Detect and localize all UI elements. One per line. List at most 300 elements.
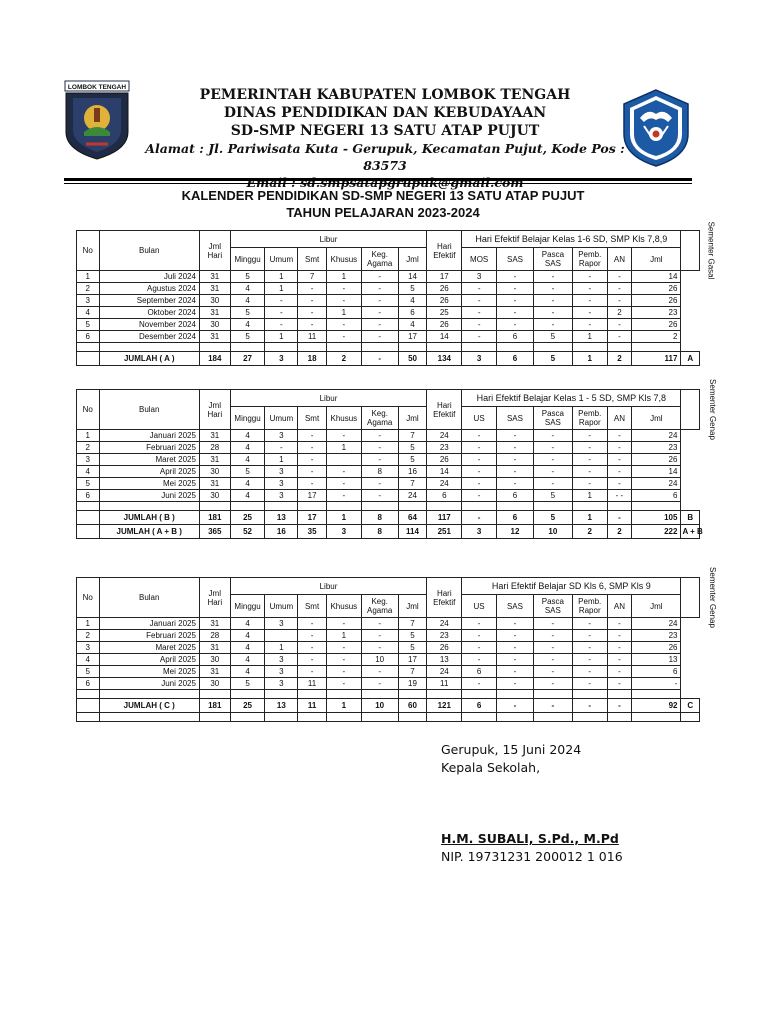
- cell-jml-efektif: 23: [632, 442, 681, 454]
- total-cell: 6: [497, 511, 534, 525]
- col-an: AN: [607, 248, 632, 271]
- signatory-block: [441, 830, 623, 866]
- place-date: Gerupuk, 15 Juni 2024: [441, 742, 582, 757]
- col-jml: Jml: [398, 595, 427, 618]
- cell-pasca-sas: -: [533, 654, 572, 666]
- cell-no: 5: [77, 319, 100, 331]
- cell-jml-hari: 31: [199, 478, 230, 490]
- cell-sas: -: [497, 283, 534, 295]
- cell-pemb-rapor: -: [572, 630, 607, 642]
- cell-keg-agama: 10: [361, 654, 398, 666]
- cell-khusus: 1: [326, 307, 361, 319]
- cell-minggu: 4: [230, 642, 265, 654]
- cell-khusus: -: [326, 295, 361, 307]
- cell-pemb-rapor: -: [572, 283, 607, 295]
- cell-minggu: 4: [230, 478, 265, 490]
- cell-bulan: Maret 2025: [99, 454, 199, 466]
- cell-umum: 3: [265, 678, 298, 690]
- cell-pemb-rapor: -: [572, 430, 607, 442]
- total-cell: 13: [265, 699, 298, 713]
- calendar-table-semester-genap-1: [76, 379, 718, 539]
- cell-no: 2: [77, 442, 100, 454]
- total-cell: 8: [361, 525, 398, 539]
- cell-keg-agama: -: [361, 319, 398, 331]
- cell-bulan: Februari 2025: [99, 630, 199, 642]
- cell-umum: -: [265, 442, 298, 454]
- cell-sas: -: [497, 666, 534, 678]
- cell-an: -: [607, 454, 632, 466]
- cell-pasca-sas: -: [533, 478, 572, 490]
- total-cell: 184: [199, 352, 230, 366]
- cell-smt: 11: [298, 331, 327, 343]
- total-cell: 134: [427, 352, 462, 366]
- cell-khusus: -: [326, 430, 361, 442]
- cell-jml-hari: 28: [199, 442, 230, 454]
- total-cell: 105: [632, 511, 681, 525]
- table-row: [77, 442, 700, 454]
- cell-no: 2: [77, 283, 100, 295]
- cell-bulan: Februari 2025: [99, 442, 199, 454]
- total-cell: 92: [632, 699, 681, 713]
- cell-smt: -: [298, 630, 327, 642]
- cell-minggu: 4: [230, 430, 265, 442]
- total-cell: 17: [298, 511, 327, 525]
- cell-an: -: [607, 618, 632, 630]
- col-keg-agama: Keg. Agama: [361, 407, 398, 430]
- cell-pasca-sas: -: [533, 666, 572, 678]
- total-cell: 181: [199, 511, 230, 525]
- cell-pemb-rapor: -: [572, 271, 607, 283]
- cell-pemb-rapor: -: [572, 319, 607, 331]
- total-cell: 10: [533, 525, 572, 539]
- total-cell: 10: [361, 699, 398, 713]
- total-cell: 16: [265, 525, 298, 539]
- semester-label: Sementer Genap: [681, 390, 700, 430]
- cell-jml-hari: 31: [199, 454, 230, 466]
- cell-umum: 1: [265, 642, 298, 654]
- cell-keg-agama: -: [361, 271, 398, 283]
- total-cell: 2: [607, 352, 632, 366]
- table-row: [77, 618, 700, 630]
- cell-pasca-sas: -: [533, 630, 572, 642]
- cell-smt: -: [298, 478, 327, 490]
- cell-khusus: 1: [326, 630, 361, 642]
- table-row: [77, 654, 700, 666]
- total-label: JUMLAH ( B ): [99, 511, 199, 525]
- col-effective-title: Hari Efektif Belajar SD Kls 6, SMP Kls 9: [462, 578, 681, 595]
- cell-umum: [265, 630, 298, 642]
- letterhead-line-3: SD-SMP NEGERI 13 SATU ATAP PUJUT: [230, 123, 540, 139]
- cell-bulan: Mei 2025: [99, 666, 199, 678]
- total-cell: 27: [230, 352, 265, 366]
- cell-jml-libur: 16: [398, 466, 427, 478]
- cell-col-11: -: [462, 442, 497, 454]
- cell-bulan: November 2024: [99, 319, 199, 331]
- table-row: [77, 490, 700, 502]
- cell-umum: 3: [265, 478, 298, 490]
- cell-no: 1: [77, 430, 100, 442]
- total-cell: 50: [398, 352, 427, 366]
- cell-jml-efektif: 14: [632, 466, 681, 478]
- cell-sas: -: [497, 430, 534, 442]
- cell-jml-libur: 4: [398, 319, 427, 331]
- signatory-position: Kepala Sekolah,: [441, 760, 541, 775]
- cell-no: 6: [77, 331, 100, 343]
- grand-total-row: [77, 525, 700, 539]
- col-effective-title: Hari Efektif Belajar Kelas 1 - 5 SD, SMP Kls 7,8: [462, 390, 681, 407]
- cell-jml-efektif: 26: [632, 283, 681, 295]
- cell-umum: 1: [265, 283, 298, 295]
- col-pasca-sas: Pasca SAS: [533, 595, 572, 618]
- cell-jml-efektif: 23: [632, 630, 681, 642]
- cell-col-11: -: [462, 283, 497, 295]
- total-cell: 12: [497, 525, 534, 539]
- cell-khusus: -: [326, 478, 361, 490]
- cell-khusus: -: [326, 490, 361, 502]
- table-row: [77, 666, 700, 678]
- table-row: [77, 295, 700, 307]
- title-line-2: TAHUN PELAJARAN 2023-2024: [286, 205, 480, 220]
- col-no: No: [77, 231, 100, 271]
- cell-hari-efektif: 24: [427, 618, 462, 630]
- cell-jml-efektif: 6: [632, 666, 681, 678]
- cell-jml-libur: 4: [398, 295, 427, 307]
- cell-jml-efektif: 26: [632, 319, 681, 331]
- cell-bulan: Juni 2025: [99, 490, 199, 502]
- total-row: [77, 511, 700, 525]
- letterhead-rule-thick: [64, 178, 692, 181]
- cell-jml-hari: 30: [199, 319, 230, 331]
- total-cell: 1: [326, 511, 361, 525]
- semester-label: Sementer Genap: [681, 578, 700, 618]
- cell-an: -: [607, 478, 632, 490]
- cell-pemb-rapor: -: [572, 478, 607, 490]
- cell-jml-hari: 31: [199, 666, 230, 678]
- col-jml-efektif: Jml: [632, 595, 681, 618]
- cell-col-11: -: [462, 678, 497, 690]
- cell-keg-agama: -: [361, 666, 398, 678]
- cell-col-11: -: [462, 307, 497, 319]
- total-cell: 222: [632, 525, 681, 539]
- col-hari-efektif: Hari Efektif: [427, 578, 462, 618]
- cell-jml-hari: 30: [199, 295, 230, 307]
- col-pemb-rapor: Pemb. Rapor: [572, 248, 607, 271]
- total-cell: 60: [398, 699, 427, 713]
- cell-umum: -: [265, 319, 298, 331]
- cell-col-11: -: [462, 319, 497, 331]
- col-pemb-rapor: Pemb. Rapor: [572, 595, 607, 618]
- table-row: [77, 271, 700, 283]
- col-sas: SAS: [497, 595, 534, 618]
- cell-smt: -: [298, 618, 327, 630]
- cell-col-11: -: [462, 630, 497, 642]
- cell-pasca-sas: -: [533, 466, 572, 478]
- total-cell: 3: [462, 525, 497, 539]
- cell-pasca-sas: -: [533, 319, 572, 331]
- cell-bulan: April 2025: [99, 466, 199, 478]
- document-title: [70, 187, 696, 221]
- table-row: [77, 478, 700, 490]
- cell-keg-agama: -: [361, 490, 398, 502]
- cell-smt: -: [298, 430, 327, 442]
- cell-minggu: 4: [230, 630, 265, 642]
- cell-khusus: -: [326, 642, 361, 654]
- cell-bulan: September 2024: [99, 295, 199, 307]
- total-code: A + B: [681, 525, 700, 539]
- total-code: B: [681, 511, 700, 525]
- table-row: [77, 307, 700, 319]
- total-code: A: [681, 352, 700, 366]
- letterhead-text: [130, 86, 640, 191]
- col-bulan: Bulan: [99, 578, 199, 618]
- total-code: C: [681, 699, 700, 713]
- cell-khusus: -: [326, 678, 361, 690]
- col-minggu: Minggu: [230, 407, 265, 430]
- cell-khusus: [326, 454, 361, 466]
- cell-pasca-sas: -: [533, 678, 572, 690]
- cell-hari-efektif: 14: [427, 331, 462, 343]
- cell-bulan: Juli 2024: [99, 271, 199, 283]
- total-cell: 365: [199, 525, 230, 539]
- cell-pemb-rapor: -: [572, 454, 607, 466]
- col-minggu: Minggu: [230, 248, 265, 271]
- cell-smt: -: [298, 283, 327, 295]
- cell-bulan: Januari 2025: [99, 618, 199, 630]
- col-an: AN: [607, 595, 632, 618]
- cell-jml-libur: 6: [398, 307, 427, 319]
- total-cell: 25: [230, 699, 265, 713]
- cell-sas: 6: [497, 331, 534, 343]
- cell-pasca-sas: -: [533, 430, 572, 442]
- col-jml-efektif: Jml: [632, 407, 681, 430]
- cell-an: -: [607, 630, 632, 642]
- cell-col-11: -: [462, 430, 497, 442]
- col-khusus: Khusus: [326, 248, 361, 271]
- cell-keg-agama: -: [361, 442, 398, 454]
- cell-bulan: Agustus 2024: [99, 283, 199, 295]
- total-cell: 2: [326, 352, 361, 366]
- cell-keg-agama: -: [361, 331, 398, 343]
- col-smt: Smt: [298, 248, 327, 271]
- cell-sas: -: [497, 654, 534, 666]
- col-sas: SAS: [497, 407, 534, 430]
- cell-pemb-rapor: -: [572, 295, 607, 307]
- cell-hari-efektif: 26: [427, 642, 462, 654]
- total-cell: 13: [265, 511, 298, 525]
- col-pemb-rapor: Pemb. Rapor: [572, 407, 607, 430]
- cell-hari-efektif: 25: [427, 307, 462, 319]
- cell-khusus: -: [326, 319, 361, 331]
- cell-umum: 1: [265, 271, 298, 283]
- cell-pemb-rapor: -: [572, 442, 607, 454]
- col-jml-efektif: Jml: [632, 248, 681, 271]
- col-minggu: Minggu: [230, 595, 265, 618]
- cell-minggu: 5: [230, 678, 265, 690]
- cell-umum: 3: [265, 466, 298, 478]
- col-mos: MOS: [462, 248, 497, 271]
- table-row: [77, 630, 700, 642]
- cell-jml-hari: 31: [199, 271, 230, 283]
- total-cell: 117: [427, 511, 462, 525]
- cell-khusus: -: [326, 654, 361, 666]
- cell-no: 4: [77, 466, 100, 478]
- cell-sas: -: [497, 442, 534, 454]
- cell-jml-hari: 31: [199, 307, 230, 319]
- signatory-nip: NIP. 19731231 200012 1 016: [441, 849, 623, 864]
- cell-smt: -: [298, 307, 327, 319]
- calendar-table-semester-gasal: [76, 221, 716, 366]
- signatory-name: H.M. SUBALI, S.Pd., M.Pd: [441, 831, 619, 846]
- table-row: [77, 430, 700, 442]
- cell-col-11: 3: [462, 271, 497, 283]
- col-hari-efektif: Hari Efektif: [427, 231, 462, 271]
- svg-text:LOMBOK TENGAH: LOMBOK TENGAH: [67, 84, 127, 91]
- letterhead: [0, 0, 768, 220]
- cell-pemb-rapor: -: [572, 466, 607, 478]
- total-row: [77, 699, 700, 713]
- cell-smt: -: [298, 666, 327, 678]
- spacer-row: [77, 690, 700, 699]
- cell-no: 4: [77, 307, 100, 319]
- cell-pemb-rapor: -: [572, 666, 607, 678]
- cell-hari-efektif: 11: [427, 678, 462, 690]
- calendar-table-semester-genap-2: [76, 567, 718, 722]
- cell-pemb-rapor: -: [572, 307, 607, 319]
- cell-jml-libur: 14: [398, 271, 427, 283]
- cell-no: 5: [77, 478, 100, 490]
- cell-minggu: 4: [230, 490, 265, 502]
- cell-jml-libur: 5: [398, 442, 427, 454]
- cell-minggu: 4: [230, 319, 265, 331]
- cell-an: -: [607, 295, 632, 307]
- total-cell: 1: [326, 699, 361, 713]
- col-umum: Umum: [265, 595, 298, 618]
- cell-jml-hari: 31: [199, 430, 230, 442]
- col-smt: Smt: [298, 407, 327, 430]
- cell-jml-libur: 19: [398, 678, 427, 690]
- cell-keg-agama: -: [361, 283, 398, 295]
- cell-pasca-sas: -: [533, 295, 572, 307]
- col-pasca-sas: Pasca SAS: [533, 407, 572, 430]
- cell-smt: 7: [298, 271, 327, 283]
- spacer-row: [77, 713, 700, 722]
- cell-an: -: [607, 319, 632, 331]
- col-an: AN: [607, 407, 632, 430]
- cell-no: 3: [77, 454, 100, 466]
- col-jml-hari: Jml Hari: [199, 390, 230, 430]
- cell-col-11: -: [462, 331, 497, 343]
- cell-no: 3: [77, 642, 100, 654]
- cell-khusus: -: [326, 283, 361, 295]
- cell-jml-hari: 30: [199, 654, 230, 666]
- cell-minggu: 5: [230, 307, 265, 319]
- cell-keg-agama: -: [361, 307, 398, 319]
- total-cell: 117: [632, 352, 681, 366]
- cell-pasca-sas: -: [533, 442, 572, 454]
- cell-keg-agama: -: [361, 454, 398, 466]
- cell-hari-efektif: 23: [427, 442, 462, 454]
- cell-hari-efektif: 26: [427, 283, 462, 295]
- cell-an: -: [607, 442, 632, 454]
- cell-bulan: Juni 2025: [99, 678, 199, 690]
- cell-sas: -: [497, 466, 534, 478]
- cell-minggu: 4: [230, 654, 265, 666]
- letterhead-line-2: DINAS PENDIDIKAN DAN KEBUDAYAAN: [223, 105, 547, 121]
- cell-pasca-sas: -: [533, 618, 572, 630]
- total-cell: 3: [265, 352, 298, 366]
- cell-an: -: [607, 678, 632, 690]
- cell-jml-hari: 30: [199, 678, 230, 690]
- cell-jml-libur: 17: [398, 654, 427, 666]
- cell-keg-agama: -: [361, 678, 398, 690]
- cell-jml-libur: 5: [398, 283, 427, 295]
- cell-col-11: -: [462, 466, 497, 478]
- cell-hari-efektif: 14: [427, 466, 462, 478]
- cell-keg-agama: -: [361, 430, 398, 442]
- total-cell: 11: [298, 699, 327, 713]
- cell-minggu: 4: [230, 442, 265, 454]
- cell-jml-hari: 30: [199, 466, 230, 478]
- total-label: JUMLAH ( A ): [99, 352, 199, 366]
- cell-pasca-sas: 5: [533, 331, 572, 343]
- cell-hari-efektif: 24: [427, 430, 462, 442]
- cell-hari-efektif: 6: [427, 490, 462, 502]
- cell-hari-efektif: 26: [427, 454, 462, 466]
- cell-jml-efektif: 23: [632, 307, 681, 319]
- col-umum: Umum: [265, 407, 298, 430]
- cell-col-11: 6: [462, 666, 497, 678]
- table-row: [77, 454, 700, 466]
- cell-jml-libur: 7: [398, 430, 427, 442]
- cell-jml-hari: 28: [199, 630, 230, 642]
- cell-bulan: Mei 2025: [99, 478, 199, 490]
- total-cell: 5: [533, 511, 572, 525]
- cell-no: 5: [77, 666, 100, 678]
- cell-smt: -: [298, 654, 327, 666]
- total-cell: -: [361, 352, 398, 366]
- col-bulan: Bulan: [99, 231, 199, 271]
- cell-pasca-sas: -: [533, 283, 572, 295]
- cell-jml-hari: 30: [199, 490, 230, 502]
- cell-khusus: -: [326, 466, 361, 478]
- cell-minggu: 4: [230, 666, 265, 678]
- total-cell: 181: [199, 699, 230, 713]
- table-row: [77, 642, 700, 654]
- col-effective-title: Hari Efektif Belajar Kelas 1-6 SD, SMP Kls 7,8,9: [462, 231, 681, 248]
- cell-col-11: -: [462, 295, 497, 307]
- cell-jml-hari: 31: [199, 283, 230, 295]
- cell-umum: 3: [265, 490, 298, 502]
- col-bulan: Bulan: [99, 390, 199, 430]
- cell-minggu: 5: [230, 271, 265, 283]
- table-row: [77, 678, 700, 690]
- total-cell: 3: [462, 352, 497, 366]
- col-jml: Jml: [398, 248, 427, 271]
- cell-jml-efektif: 24: [632, 430, 681, 442]
- total-cell: 35: [298, 525, 327, 539]
- col-libur: Libur: [230, 390, 427, 407]
- total-label: JUMLAH ( A + B ): [99, 525, 199, 539]
- cell-no: 4: [77, 654, 100, 666]
- cell-jml-libur: 7: [398, 478, 427, 490]
- cell-pemb-rapor: -: [572, 618, 607, 630]
- cell-col-11: -: [462, 642, 497, 654]
- cell-sas: -: [497, 454, 534, 466]
- total-cell: 64: [398, 511, 427, 525]
- cell-pasca-sas: 5: [533, 490, 572, 502]
- total-cell: -: [607, 699, 632, 713]
- cell-hari-efektif: 26: [427, 295, 462, 307]
